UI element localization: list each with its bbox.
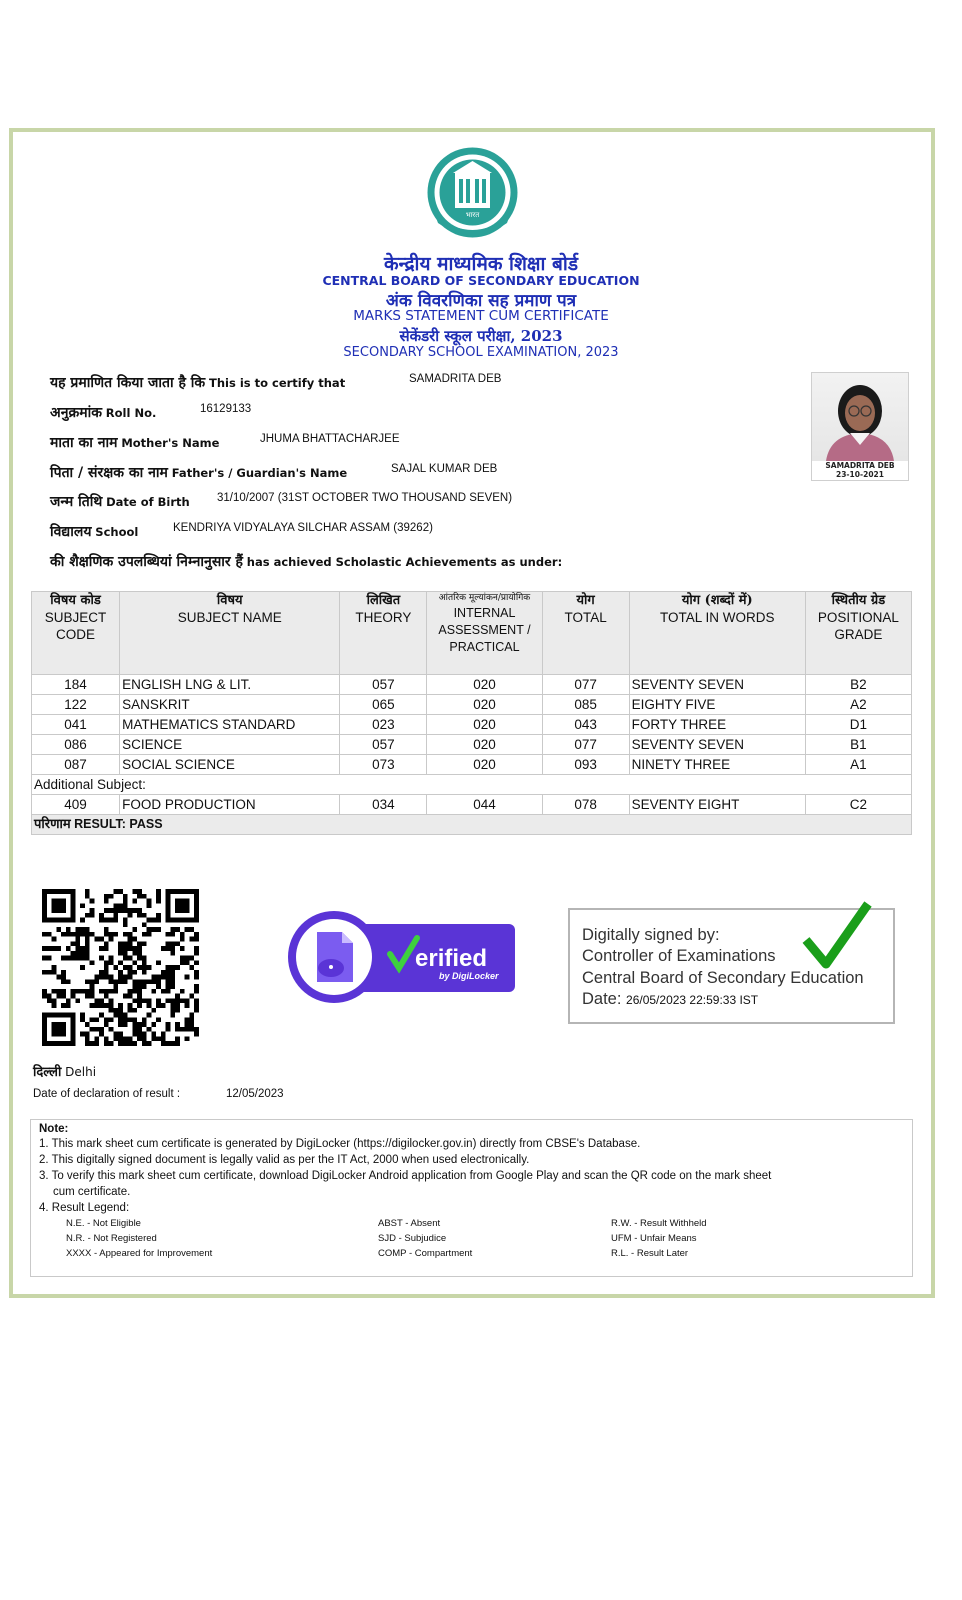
roll-number: 16129133 [200,403,252,415]
header-positional-grade: स्थितीय ग्रेड POSITIONAL GRADE [805,592,911,675]
total-marks: 043 [542,715,629,735]
place-hindi: दिल्ली [33,1065,62,1080]
result-cell [32,815,912,835]
note-line: 2. This digitally signed document is legally valid as per the IT Act, 2000 when used electronically. [39,1154,530,1166]
total-in-words: FORTY THREE [629,715,805,735]
header-subject-code: विषय कोड SUBJECT CODE [32,592,120,675]
date-of-birth: 31/10/2007 (31ST OCTOBER TWO THOUSAND SEVEN) [217,492,513,504]
verified-subtext: by DigiLocker [439,971,499,981]
grade: A2 [805,695,911,715]
dob-label-hindi: जन्म तिथि [50,494,103,510]
internal-marks: 020 [427,735,542,755]
emblem-text: भारत [465,211,480,219]
total-marks: 085 [542,695,629,715]
total-marks: 077 [542,675,629,695]
additional-subject-label: Additional Subject: [32,775,912,795]
signature-date: 26/05/2023 22:59:33 IST [626,993,759,1007]
school-label-hindi: विद्यालय [50,524,92,540]
result-label-hindi: परिणाम [34,817,71,832]
header-theory: लिखित THEORY [340,592,427,675]
achievement-label-hindi: की शैक्षणिक उपलब्धियां निम्नानुसार हैं [50,554,243,570]
theory-marks: 057 [340,735,427,755]
grade: B1 [805,735,911,755]
subject-name: SANSKRIT [120,695,340,715]
certify-label-english: This is to certify that [209,376,346,390]
additional-subject-row [32,775,912,795]
subject-name: ENGLISH LNG & LIT. [120,675,340,695]
note-line: 1. This mark sheet cum certificate is generated by DigiLocker (https://digilocker.gov.in) directly from CBSE's Database. [39,1138,641,1150]
signature-line-3: Central Board of Secondary Education [582,969,864,987]
school-row [50,522,433,541]
theory-marks: 034 [340,795,427,815]
header-total-in-words: योग (शब्दों में) TOTAL IN WORDS [629,592,805,675]
board-name-english: CENTRAL BOARD OF SECONDARY EDUCATION [322,273,640,288]
table-row [32,675,912,695]
signature-line-1: Digitally signed by: [582,926,720,944]
grade: B2 [805,675,911,695]
photo-date: 23-10-2021 [836,470,884,479]
result-row [32,815,912,835]
total-marks: 077 [542,735,629,755]
exam-title-hindi: सेकेंडरी स्कूल परीक्षा, 2023 [399,327,563,345]
father-row [50,463,498,482]
achievement-label-english: has achieved Scholastic Achievements as under: [246,555,563,569]
declaration-date: 12/05/2023 [226,1088,284,1100]
cbse-emblem-logo [425,145,520,240]
verified-text: erified [415,945,488,972]
grade: D1 [805,715,911,735]
total-in-words: EIGHTY FIVE [629,695,805,715]
certify-label-hindi: यह प्रमाणित किया जाता है कि [50,375,206,391]
board-name-hindi: केन्द्रीय माध्यमिक शिक्षा बोर्ड [384,253,578,275]
doc-title-english: MARKS STATEMENT CUM CERTIFICATE [353,308,609,324]
digilocker-verified-badge [287,910,517,1005]
total-marks: 078 [542,795,629,815]
legend-item: R.L. - Result Later [611,1248,689,1259]
doc-title-hindi: अंक विवरणिका सह प्रमाण पत्र [385,291,577,311]
theory-marks: 023 [340,715,427,735]
total-marks: 093 [542,755,629,775]
total-in-words: SEVENTY SEVEN [629,735,805,755]
father-label-hindi: पिता / संरक्षक का नाम [50,465,168,481]
exam-title-english: SECONDARY SCHOOL EXAMINATION, 2023 [343,345,619,360]
subject-name: MATHEMATICS STANDARD [120,715,340,735]
notes-title: Note: [39,1123,69,1135]
school-label-english: School [95,525,139,539]
declaration-row [33,1088,284,1100]
mother-row [50,433,400,452]
subject-code: 184 [32,675,120,695]
legend-item: N.R. - Not Registered [66,1233,157,1244]
place-english: Delhi [65,1065,97,1079]
verification-qr-code[interactable] [42,889,199,1046]
subject-code: 122 [32,695,120,715]
signature-date-row [582,990,758,1009]
grade: A1 [805,755,911,775]
subject-code: 041 [32,715,120,735]
subject-code: 409 [32,795,120,815]
roll-label-english: Roll No. [105,406,157,420]
school-name: KENDRIYA VIDYALAYA SILCHAR ASSAM (39262) [173,522,433,534]
subject-name: FOOD PRODUCTION [120,795,340,815]
dob-row [50,492,513,511]
table-header-row [32,592,912,675]
marks-table [31,591,912,835]
legend-item: R.W. - Result Withheld [611,1218,707,1229]
legend-item: N.E. - Not Eligible [66,1218,141,1229]
table-row [32,755,912,775]
table-row [32,735,912,755]
place-row [33,1062,96,1080]
student-name: SAMADRITA DEB [409,373,502,385]
table-row [32,695,912,715]
father-label-english: Father's / Guardian's Name [171,466,348,480]
internal-marks: 044 [427,795,542,815]
total-in-words: NINETY THREE [629,755,805,775]
mother-label-hindi: माता का नाम [50,435,118,451]
declaration-label: Date of declaration of result : [33,1088,181,1100]
legend-item: UFM - Unfair Means [611,1233,697,1244]
header-internal-assessment: आंतरिक मूल्यांकन/प्रायोगिक INTERNAL ASSESSMENT / PRACTICAL [427,592,542,675]
mother-label-english: Mother's Name [121,436,220,450]
grade: C2 [805,795,911,815]
subject-code: 086 [32,735,120,755]
subject-name: SCIENCE [120,735,340,755]
student-photo [811,372,909,481]
result-status: RESULT: PASS [74,817,163,831]
internal-marks: 020 [427,675,542,695]
roll-label-hindi: अनुक्रमांक [50,405,102,421]
father-name: SAJAL KUMAR DEB [391,463,498,475]
certify-row [50,373,502,392]
subject-name: SOCIAL SCIENCE [120,755,340,775]
theory-marks: 073 [340,755,427,775]
header-total: योग TOTAL [542,592,629,675]
legend-item: SJD - Subjudice [378,1233,447,1244]
theory-marks: 065 [340,695,427,715]
achievement-row [50,552,562,571]
internal-marks: 020 [427,715,542,735]
legend-item: XXXX - Appeared for Improvement [66,1248,213,1259]
legend-item: ABST - Absent [378,1218,441,1229]
signature-line-2: Controller of Examinations [582,947,776,965]
total-in-words: SEVENTY SEVEN [629,675,805,695]
table-row [32,795,912,815]
note-line: cum certificate. [53,1186,131,1198]
total-in-words: SEVENTY EIGHT [629,795,805,815]
table-row [32,715,912,735]
note-line: 3. To verify this mark sheet cum certificate, download DigiLocker Android application from Google Play and scan the QR code on the mark sheet [39,1170,772,1182]
dob-label-english: Date of Birth [106,495,190,509]
legend-item: COMP - Compartment [378,1248,473,1259]
internal-marks: 020 [427,755,542,775]
signature-date-label: Date: [582,990,622,1008]
mother-name: JHUMA BHATTACHARJEE [260,433,400,445]
photo-name: SAMADRITA DEB [825,461,895,470]
student-portrait [812,373,908,461]
roll-row [50,403,252,422]
signature-check-icon [800,900,872,972]
notes-box [30,1119,913,1277]
subject-code: 087 [32,755,120,775]
header-subject-name: विषय SUBJECT NAME [120,592,340,675]
theory-marks: 057 [340,675,427,695]
internal-marks: 020 [427,695,542,715]
note-line: 4. Result Legend: [39,1202,130,1214]
